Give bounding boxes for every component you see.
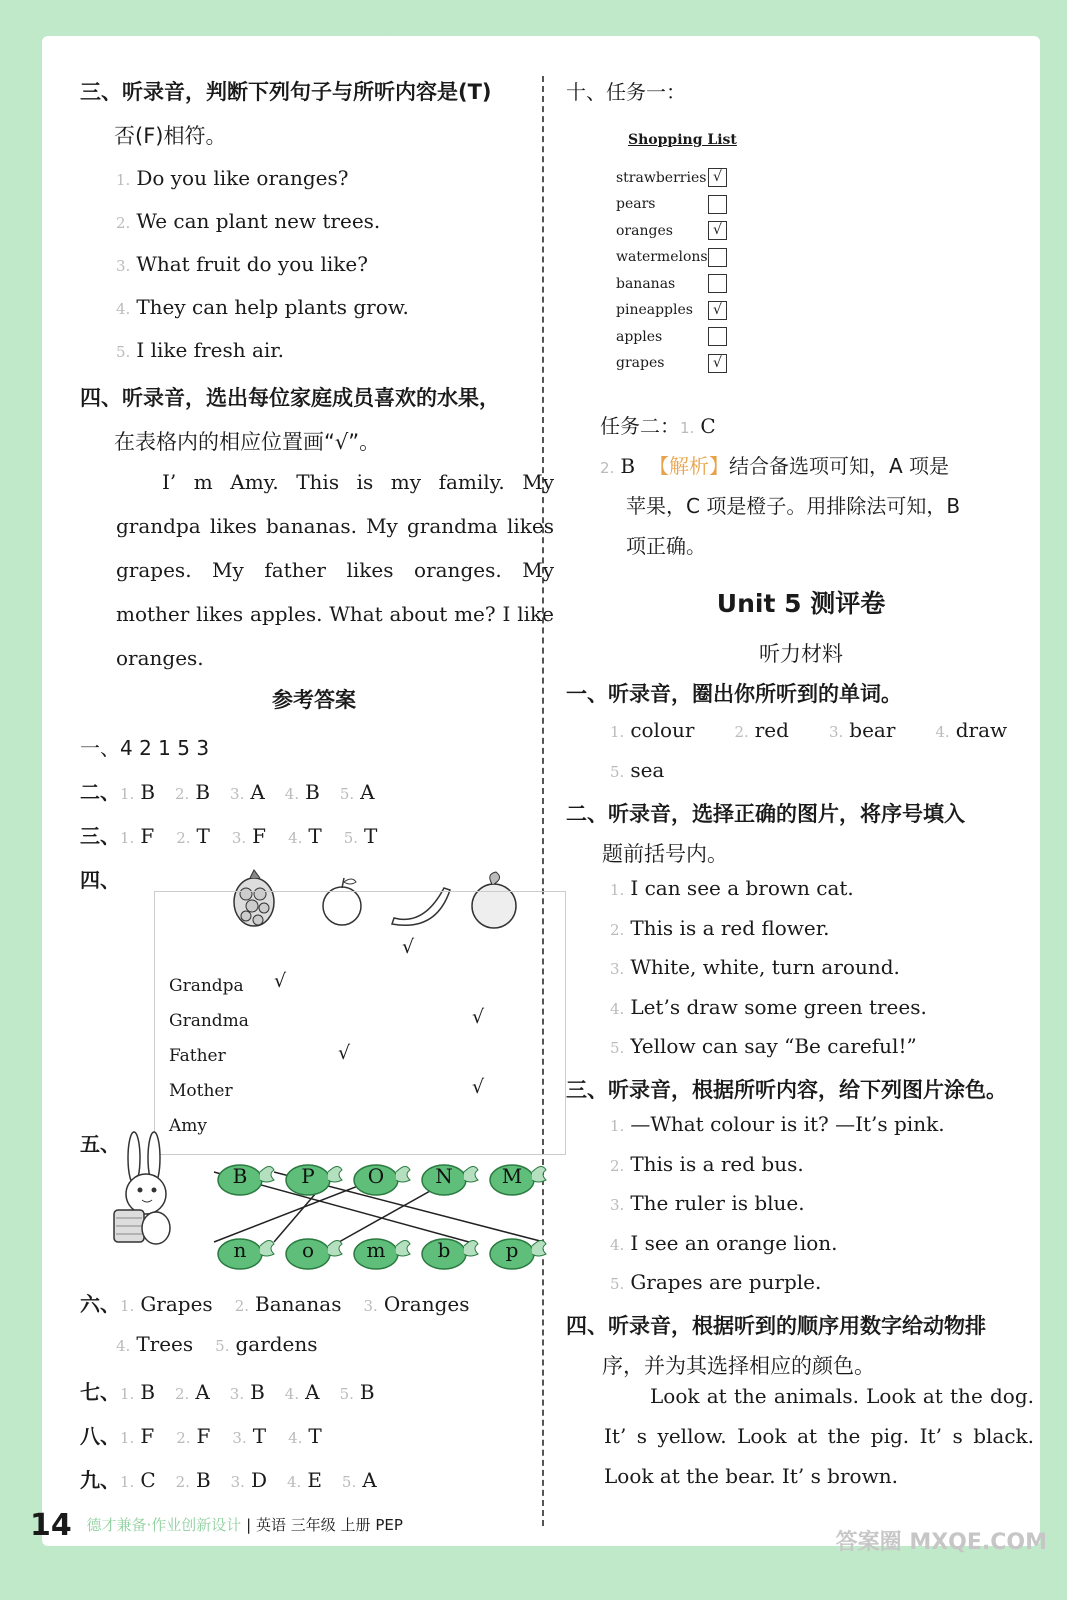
table-row-label: Mother	[169, 1081, 233, 1101]
shopping-item-name: apples	[616, 328, 663, 345]
answer-number: 4.	[284, 1385, 300, 1403]
item-text: White, white, turn around.	[630, 955, 900, 979]
answer-item	[175, 1380, 210, 1404]
check-father-orange: √	[472, 1006, 485, 1028]
shopping-list-title: Shopping List	[628, 132, 737, 148]
answer-value: D	[250, 1468, 267, 1492]
answer-6-line2	[116, 1332, 340, 1356]
shopping-item-name: watermelons	[616, 249, 708, 265]
answer-value: C	[140, 1468, 156, 1492]
item-number: 1.	[610, 881, 625, 899]
item-number: 2.	[610, 920, 625, 939]
answer-label: 三、	[80, 824, 120, 848]
answer-item	[340, 780, 375, 804]
word-item	[610, 718, 694, 742]
item-number: 1.	[116, 171, 131, 189]
carrot-letter-text: P	[301, 1164, 315, 1188]
carrot-letter-text: O	[367, 1164, 385, 1188]
item-text: I can see a brown cat.	[630, 876, 854, 900]
answer-5-label: 五、	[80, 1132, 120, 1156]
check-grandpa-banana: √	[402, 936, 415, 958]
checkbox	[708, 327, 727, 346]
shopping-item-name: strawberries	[616, 169, 707, 186]
section-10-title: 十、任务一：	[566, 80, 686, 104]
item-number: 3.	[610, 1196, 625, 1214]
answer-number: 4.	[288, 1429, 303, 1447]
item-text: —What colour is it? —It’s pink.	[630, 1112, 945, 1136]
answer-label: 六、	[80, 1292, 120, 1316]
answer-item	[288, 824, 322, 848]
answer-value: T	[252, 1424, 267, 1448]
table-row-label: Grandma	[169, 1011, 249, 1031]
answer-item	[175, 780, 210, 804]
answer-label: 九、	[80, 1468, 120, 1492]
answer-value: Trees	[136, 1332, 194, 1356]
checkbox: √	[708, 221, 727, 240]
r-section-4-title-line1: 四、听录音，根据听到的顺序用数字给动物排	[566, 1314, 986, 1338]
r-section-2-title-line2: 题前括号内。	[602, 842, 728, 866]
r2_items-item	[610, 995, 927, 1019]
check-grandma-grape: √	[274, 970, 287, 992]
item-text: They can help plants grow.	[136, 295, 409, 319]
answer-value: A	[195, 1380, 210, 1404]
shopping-item	[616, 168, 746, 187]
answer-item	[176, 1468, 211, 1492]
shopping-item-name: bananas	[616, 275, 676, 292]
item-number: 3.	[116, 257, 131, 275]
item-text: This is a red flower.	[630, 915, 830, 940]
answer-6-line1	[80, 1288, 491, 1317]
answer-value: A	[305, 1380, 320, 1404]
answer-value: Oranges	[383, 1292, 470, 1316]
item-number: 4.	[610, 999, 625, 1018]
worksheet-page	[42, 36, 1040, 1546]
item-number: 3.	[610, 960, 625, 978]
answer-number: 1.	[120, 785, 135, 803]
item-text: Grapes are purple.	[630, 1270, 822, 1294]
answer-label: 八、	[80, 1424, 120, 1448]
checkbox: √	[708, 354, 727, 373]
answer-1: 一、4 2 1 5 3	[80, 736, 210, 760]
word-value: colour	[630, 718, 695, 742]
item-number: 2.	[610, 1156, 625, 1175]
answer-value: T	[364, 824, 378, 848]
volume: 上册	[340, 1516, 371, 1534]
answer-item	[232, 1424, 266, 1448]
carrot-letter-text: n	[233, 1238, 247, 1262]
carrot-letter	[352, 1232, 414, 1272]
task-2-label: 任务二：	[600, 414, 680, 438]
answer-item	[288, 1424, 322, 1448]
carrot-letter	[488, 1158, 550, 1198]
carrot-letter	[420, 1158, 482, 1198]
answer-item	[116, 1332, 193, 1356]
answer-number: 1.	[120, 1429, 135, 1447]
carrot-letter-text: B	[232, 1164, 248, 1188]
answer-number: 5.	[215, 1337, 230, 1355]
answer-value: T	[196, 824, 210, 848]
answer-item	[364, 1292, 470, 1316]
answer-number: 4.	[288, 829, 303, 847]
r3_items-item	[610, 1152, 804, 1176]
answer-number: 3.	[231, 829, 247, 847]
watermark-logo: 答案圈 MXQE.COM	[835, 1530, 1047, 1555]
item-text: I see an orange lion.	[630, 1230, 838, 1255]
word-item	[935, 718, 1007, 742]
answer-label: 七、	[80, 1380, 120, 1404]
answer-item	[120, 1292, 213, 1316]
r-section-4-title-line2: 序，并为其选择相应的颜色。	[602, 1354, 875, 1378]
section-3-title-line1: 三、听录音，判断下列句子与所听内容是(T)	[80, 80, 492, 104]
word-number: 3.	[828, 723, 844, 741]
answer-item	[230, 1380, 265, 1404]
task-2-line2: 2. B 【解析】结合备选项可知，A 项是	[600, 454, 950, 478]
answer-value: B	[195, 780, 211, 804]
word-value: red	[754, 718, 789, 742]
r2_items-item	[610, 876, 854, 900]
word-value: bear	[849, 718, 896, 742]
answer-item	[230, 780, 265, 804]
answer-number: 3.	[229, 1385, 245, 1403]
word-value: draw	[955, 718, 1008, 742]
task-2-line1: 任务二：1. C	[600, 414, 716, 438]
answer-item	[342, 1468, 377, 1492]
answer-number: 2.	[176, 1429, 191, 1447]
r-section-4-passage: Look at the animals. Look at the dog. It’ s yellow. Look at the pig. It’ s black. Look at the bear. It’ s brown.	[604, 1384, 1034, 1488]
answer-value: F	[252, 824, 267, 848]
shopping-item-name: pineapples	[616, 302, 693, 318]
r-section-1-word5: 5. sea	[610, 758, 665, 782]
section-4-title-line1: 四、听录音，选出每位家庭成员喜欢的水果，	[80, 386, 500, 410]
section-3-title-line2: 否(F)相符。	[114, 124, 227, 148]
item-number: 2.	[116, 214, 131, 232]
r2_items-item	[610, 955, 900, 979]
shopping-item	[616, 248, 746, 267]
answer-4-table	[154, 891, 566, 1155]
answer-8	[80, 1420, 344, 1449]
answer-number: 3.	[232, 1429, 247, 1447]
answer-number: 2.	[175, 1385, 190, 1403]
answer-number: 2.	[175, 1473, 190, 1491]
answer-value: B	[140, 780, 156, 804]
page-top-wave	[0, 0, 1067, 40]
carrot-letter	[216, 1232, 278, 1272]
unit-title: Unit 5 测评卷	[716, 589, 886, 618]
answer-item	[120, 824, 154, 848]
checkbox: √	[708, 168, 727, 187]
answer-value: T	[308, 824, 322, 848]
r3_items-item	[610, 1270, 821, 1294]
answer-value: B	[250, 1380, 265, 1404]
item-text: What fruit do you like?	[136, 252, 368, 276]
answer-item	[120, 1380, 155, 1404]
carrot-letter	[352, 1158, 414, 1198]
answer-value: B	[195, 1468, 211, 1492]
item-number: 5.	[116, 343, 131, 361]
grade: 三年级	[290, 1516, 336, 1534]
carrot-letter	[284, 1158, 346, 1198]
r-section-3-title: 三、听录音，根据所听内容，给下列图片涂色。	[566, 1078, 1007, 1102]
answer-number: 4.	[116, 1337, 131, 1355]
subject: 英语	[255, 1516, 286, 1534]
answer-number: 5.	[343, 829, 359, 847]
table-row-label: Father	[169, 1046, 226, 1066]
page-number: 14	[30, 1508, 72, 1543]
checkbox	[708, 195, 727, 214]
table-row-label: Amy	[169, 1116, 208, 1136]
answer-value: T	[308, 1424, 322, 1448]
answer-value: E	[307, 1468, 322, 1492]
answer-3	[80, 820, 399, 849]
answer-label: 二、	[80, 780, 120, 804]
r3_items-item	[610, 1231, 838, 1255]
carrot-letter-text: b	[437, 1238, 451, 1262]
answer-number: 1.	[120, 1385, 135, 1403]
item-text: We can plant new trees.	[136, 209, 381, 233]
answer-number: 3.	[230, 785, 245, 803]
answer-item	[120, 780, 155, 804]
answer-number: 4.	[287, 1473, 302, 1491]
check-amy-orange: √	[472, 1076, 485, 1098]
answer-number: 1.	[120, 1297, 135, 1315]
answer-item	[120, 1468, 156, 1492]
page-footer: 14 德才兼备·作业创新设计 | 英语 三年级 上册 PEP	[30, 1508, 403, 1543]
answer-number: 4.	[284, 785, 300, 803]
section-4-passage: I’ m Amy. This is my family. My grandpa likes bananas. My grandma likes grapes. My father likes oranges. My mother likes apples. What about me? I like oranges.	[116, 470, 554, 670]
shopping-item-name: grapes	[616, 355, 665, 371]
shopping-item-name: oranges	[616, 222, 673, 239]
item-number: 5.	[610, 1275, 625, 1293]
answer-item	[285, 780, 320, 804]
carrot-letter	[420, 1232, 482, 1272]
answer-item	[235, 1292, 342, 1316]
answer-number: 3.	[363, 1297, 378, 1315]
answer-number: 5.	[339, 1385, 354, 1403]
answer-number: 2.	[176, 829, 191, 847]
answer-item	[231, 1468, 267, 1492]
item-text: Let’s draw some green trees.	[630, 994, 927, 1019]
carrot-letter-text: o	[301, 1238, 315, 1262]
answer-4-label: 四、	[80, 868, 120, 892]
section-3-item	[116, 252, 368, 276]
answer-number: 2.	[234, 1297, 249, 1315]
shopping-item	[616, 327, 746, 346]
item-text: Do you like oranges?	[136, 166, 349, 190]
listening-material-title: 听力材料	[759, 642, 843, 666]
answer-value: F	[196, 1424, 211, 1448]
answer-value: gardens	[235, 1332, 318, 1356]
shopping-item-name: pears	[616, 196, 656, 212]
answer-item	[344, 824, 378, 848]
table-row-label: Grandpa	[169, 976, 244, 996]
column-divider	[542, 76, 544, 1526]
section-4-title-line2: 在表格内的相应位置画“√”。	[114, 430, 381, 454]
r3_items-item	[610, 1191, 805, 1215]
carrot-letter	[488, 1232, 550, 1272]
shopping-item	[616, 354, 746, 373]
answer-value: Bananas	[255, 1292, 342, 1316]
item-number: 5.	[610, 1039, 625, 1057]
r-section-2-title-line1: 二、听录音，选择正确的图片，将序号填入	[566, 802, 965, 826]
checkbox	[708, 274, 727, 293]
item-number: 4.	[610, 1235, 625, 1254]
word-number: 2.	[734, 723, 749, 741]
answer-item	[232, 824, 266, 848]
shopping-item	[616, 301, 746, 320]
answer-number: 1.	[120, 1473, 135, 1491]
answer-number: 5.	[339, 785, 355, 803]
answer-9	[80, 1464, 397, 1493]
word-number: 1.	[610, 723, 625, 741]
check-mother-apple: √	[338, 1042, 351, 1064]
answer-value: F	[140, 1424, 155, 1448]
answer-number: 3.	[230, 1473, 245, 1491]
answer-2	[80, 776, 395, 805]
analysis-line2: 苹果，C 项是橙子。用排除法可知，B	[626, 494, 961, 518]
item-text: The ruler is blue.	[630, 1191, 805, 1215]
section-3-item	[116, 295, 409, 319]
item-text: I like fresh air.	[136, 338, 285, 362]
answer-number: 1.	[120, 829, 135, 847]
shopping-item	[616, 195, 746, 214]
answer-number: 5.	[341, 1473, 357, 1491]
answer-number: 2.	[175, 785, 190, 803]
r2_items-item	[610, 916, 829, 940]
carrot-letter-text: m	[366, 1238, 386, 1262]
answer-item	[287, 1468, 322, 1492]
answer-value: B	[359, 1380, 375, 1404]
carrot-letter	[284, 1232, 346, 1272]
edition: PEP	[375, 1516, 403, 1534]
section-3-item	[116, 338, 284, 362]
r2_items-item	[610, 1034, 917, 1058]
analysis-tag: 【解析】	[649, 454, 730, 478]
word-item	[734, 718, 789, 742]
section-3-item	[116, 166, 348, 190]
answers-title: 参考答案	[272, 688, 356, 712]
carrot-letter-text: M	[501, 1164, 523, 1188]
item-text: This is a red bus.	[630, 1151, 804, 1176]
rabbit-icon	[104, 1128, 184, 1248]
r3_items-item	[610, 1112, 945, 1136]
word-item	[829, 718, 895, 742]
answer-7	[80, 1376, 395, 1405]
answer-item	[340, 1380, 375, 1404]
checkbox: √	[708, 301, 727, 320]
carrot-letter-text: N	[435, 1164, 453, 1188]
item-number: 4.	[116, 300, 131, 318]
answer-value: A	[250, 780, 265, 804]
answer-item	[120, 1424, 154, 1448]
answer-value: Grapes	[140, 1292, 213, 1316]
answer-value: F	[140, 824, 155, 848]
carrot-letter-text: p	[505, 1238, 519, 1262]
word-number: 4.	[935, 723, 950, 741]
carrot-letter	[216, 1158, 278, 1198]
answer-item	[176, 824, 210, 848]
item-number: 1.	[610, 1117, 625, 1135]
shopping-item	[616, 274, 746, 293]
answer-value: B	[140, 1380, 156, 1404]
answer-item	[176, 1424, 210, 1448]
answer-value: A	[362, 1468, 377, 1492]
book-brand: 德才兼备·作业创新设计	[86, 1516, 242, 1534]
shopping-item	[616, 221, 746, 240]
answer-item	[285, 1380, 320, 1404]
analysis-line3: 项正确。	[626, 534, 706, 558]
r-section-1-title: 一、听录音，圈出你所听到的单词。	[566, 682, 902, 706]
answer-value: B	[305, 780, 320, 804]
section-3-item	[116, 209, 380, 233]
answer-item	[215, 1332, 317, 1356]
item-text: Yellow can say “Be careful!”	[630, 1034, 917, 1058]
r-section-1-words	[610, 718, 1040, 742]
answer-value: A	[360, 780, 375, 804]
checkbox	[708, 248, 727, 267]
